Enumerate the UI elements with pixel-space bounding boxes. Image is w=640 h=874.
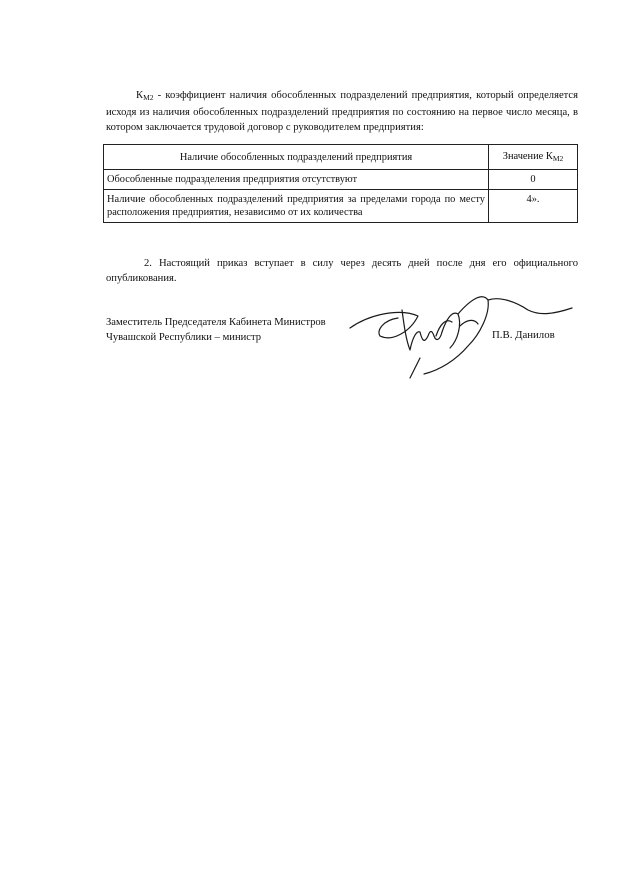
coefficient-definition <box>106 88 578 135</box>
position-line-1: Заместитель Председателя Кабинета Министров <box>106 317 326 328</box>
signatory-name: П.В. Данилов <box>492 329 555 341</box>
header-value-subscript: М2 <box>552 153 564 163</box>
table-row <box>104 190 578 223</box>
header-value-label: Значение К <box>502 150 553 162</box>
handwritten-signature <box>340 270 590 380</box>
position-line-2: Чувашской Республики – министр <box>106 332 262 343</box>
definition-text: - коэффициент наличия обособленных подразделений предприятия, который определяется исходя из наличия обособленных подразделений предприятия по состоянию на первое число месяца, в котором заключается трудовой договор с руководителем предприятия: <box>106 89 578 133</box>
table-header-row <box>104 145 578 170</box>
clause-2: 2. Настоящий приказ вступает в силу через десять дней после дня его официального опубликования. <box>106 257 578 284</box>
coefficient-table <box>103 144 578 223</box>
coefficient-subscript: М2 <box>143 92 154 102</box>
coefficient-symbol: К <box>136 89 144 101</box>
signatory-position <box>106 315 326 345</box>
row-condition: Обособленные подразделения предприятия отсутствуют <box>104 170 489 190</box>
header-condition: Наличие обособленных подразделений предприятия <box>104 145 489 170</box>
row-value: 4». <box>489 190 578 223</box>
table-row <box>104 170 578 190</box>
header-value <box>489 145 578 170</box>
row-value: 0 <box>489 170 578 190</box>
row-condition: Наличие обособленных подразделений предприятия за пределами города по месту расположения предприятия, независимо от их количества <box>104 190 489 223</box>
